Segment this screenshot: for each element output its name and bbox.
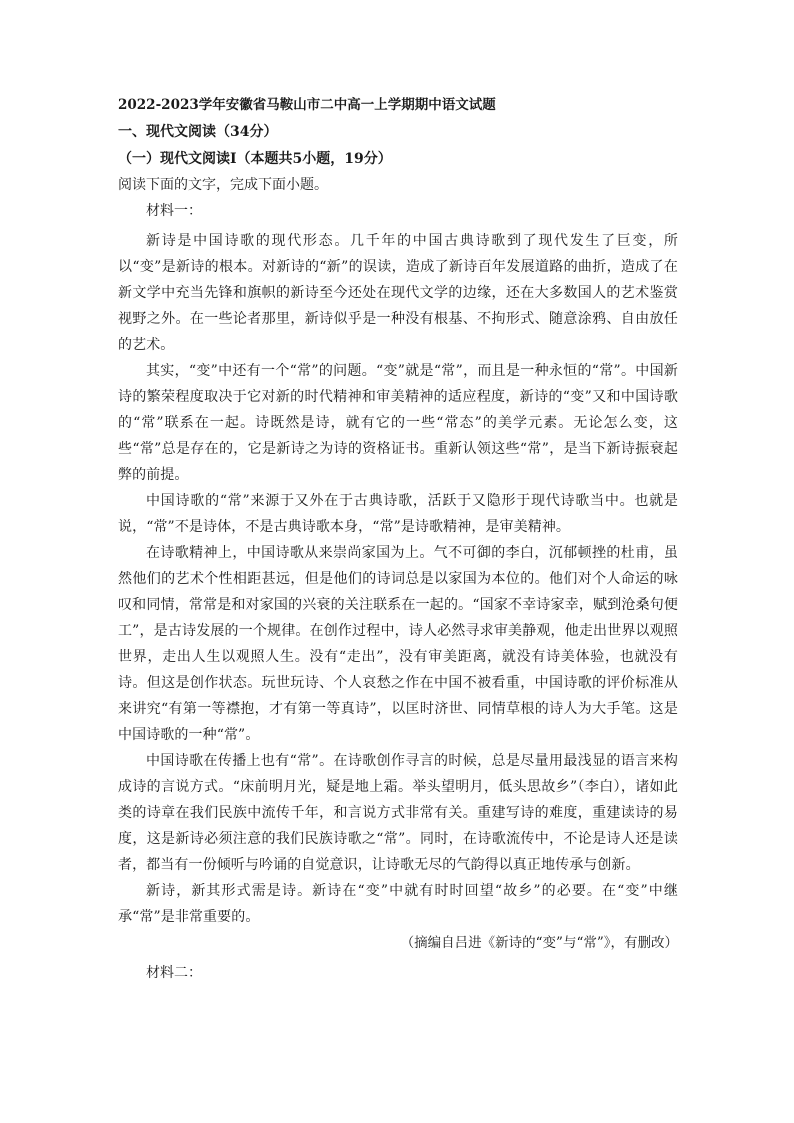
reading-instruction: 阅读下面的文字，完成下面小题。 bbox=[118, 177, 328, 193]
subsection-heading: （一）现代文阅读Ⅰ（本题共5小题，19分） bbox=[118, 151, 392, 167]
document-content bbox=[118, 96, 678, 986]
paragraph: 中国诗歌的“常”来源于又外在于古典诗歌，活跃于又隐形于现代诗歌当中。也就是说，“常”不是诗体，不是古典诗歌本身，“常”是诗歌精神，是审美精神。 bbox=[118, 493, 678, 535]
source-citation: （摘编自吕进《新诗的“变”与“常”》，有删改） bbox=[400, 935, 678, 951]
paragraph: 新诗是中国诗歌的现代形态。几千年的中国古典诗歌到了现代发生了巨变，所以“变”是新诗的根本。对新诗的“新”的误读，造成了新诗百年发展道路的曲折，造成了在新文学中充当先锋和旗帜的新诗至今还处在现代文学的边缘，还在大多数国人的艺术鉴赏视野之外。在一些论者那里，新诗似乎是一种没有根基、不拘形式、随意涂鸦、自由放任的艺术。 bbox=[118, 233, 678, 353]
paragraph: 中国诗歌在传播上也有“常”。在诗歌创作寻言的时候，总是尽量用最浅显的语言来构成诗的言说方式。“床前明月光，疑是地上霜。举头望明月，低头思故乡”（李白），诸如此类的诗章在我们民族中流传千年，和言说方式非常有关。重建写诗的难度，重建读诗的易度，这是新诗必须注意的我们民族诗歌之“常”。同时，在诗歌流传中，不论是诗人还是读者，都当有一份倾听与吟诵的自觉意识，让诗歌无尽的气韵得以真正地传承与创新。 bbox=[118, 753, 678, 873]
material-one-label: 材料一： bbox=[146, 203, 202, 219]
paragraph: 新诗，新其形式需是诗。新诗在“变”中就有时时回望“故乡”的必要。在“变”中继承“常”是非常重要的。 bbox=[118, 883, 678, 925]
exam-title: 2022-2023学年安徽省马鞍山市二中高一上学期期中语文试题 bbox=[118, 97, 496, 113]
section-heading: 一、现代文阅读（34分） bbox=[118, 124, 278, 140]
material-two-label: 材料二： bbox=[146, 965, 202, 981]
paragraph: 其实，“变”中还有一个“常”的问题。“变”就是“常”，而且是一种永恒的“常”。中国新诗的繁荣程度取决于它对新的时代精神和审美精神的适应程度，新诗的“变”又和中国诗歌的“常”联系在一起。诗既然是诗，就有它的一些“常态”的美学元素。无论怎么变，这些“常”总是存在的，它是新诗之为诗的资格证书。重新认领这些“常”，是当下新诗振衰起弊的前提。 bbox=[118, 363, 678, 483]
paragraph: 在诗歌精神上，中国诗歌从来崇尚家国为上。气不可御的李白，沉郁顿挫的杜甫，虽然他们的艺术个性相距甚远，但是他们的诗词总是以家国为本位的。他们对个人命运的咏叹和同情，常常是和对家国的兴衰的关注联系在一起的。“国家不幸诗家幸，赋到沧桑句便工”，是古诗发展的一个规律。在创作过程中，诗人必然寻求审美静观，他走出世界以观照世界，走出人生以观照人生。没有“走出”，没有审美距离，就没有诗美体验，也就没有诗。但这是创作状态。玩世玩诗、个人哀愁之作在中国不被看重，中国诗歌的评价标准从来讲究“有第一等襟抱，才有第一等真诗”，以匡时济世、同情草根的诗人为大手笔。这是中国诗歌的一种“常”。 bbox=[118, 545, 678, 743]
